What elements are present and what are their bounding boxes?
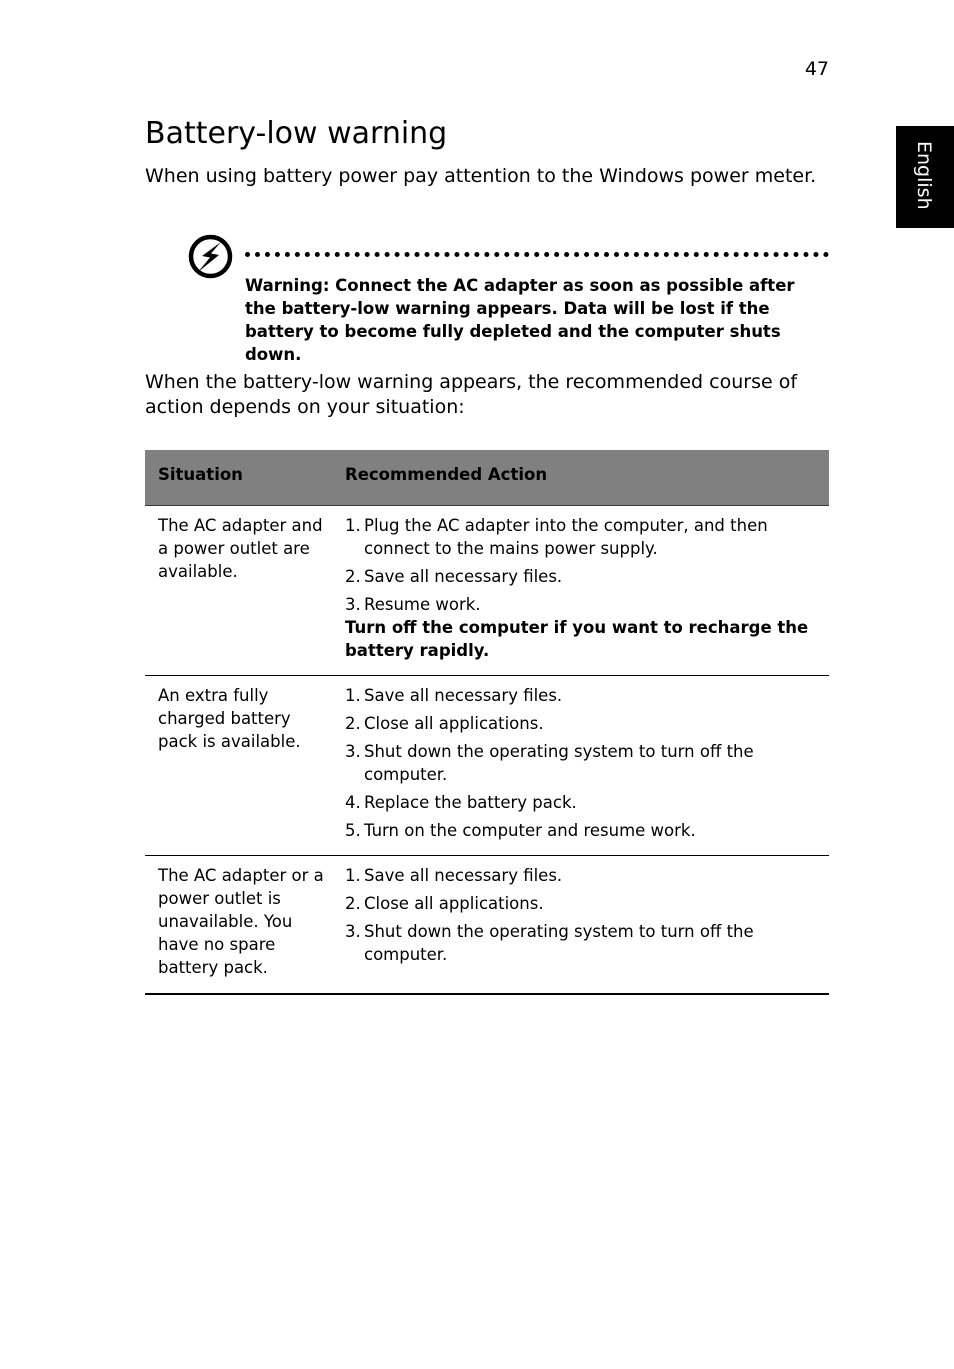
recommendation-table [145, 450, 829, 995]
action-item [345, 864, 825, 887]
warning-dotted-rule [245, 252, 829, 257]
table-row [145, 676, 829, 856]
action-text: Shut down the operating system to turn off the computer. [364, 922, 754, 964]
situation-paragraph: When the battery-low warning appears, the recommended course of action depends on your situation: [145, 371, 798, 418]
warning-text: Warning: Connect the AC adapter as soon as possible after the battery-low warning appears. Data will be lost if the battery to become fully depleted and the computer shuts down. [245, 276, 795, 364]
action-item [345, 819, 825, 842]
page-number: 47 [804, 58, 829, 80]
action-text: Resume work. [364, 595, 481, 614]
action-text: Save all necessary files. [364, 866, 563, 885]
lightning-warning-icon [188, 234, 233, 279]
table-row [145, 856, 829, 995]
action-number: 3. [345, 595, 361, 614]
action-text: Save all necessary files. [364, 567, 563, 586]
situation-cell: The AC adapter or a power outlet is unavailable. You have no spare battery pack. [158, 866, 324, 977]
action-list [345, 864, 825, 971]
action-text: Shut down the operating system to turn off the computer. [364, 742, 754, 784]
action-list [345, 684, 825, 847]
table-header [145, 450, 829, 506]
action-item [345, 920, 825, 966]
action-item [345, 684, 825, 707]
action-item [345, 791, 825, 814]
action-text: Save all necessary files. [364, 686, 563, 705]
action-number: 3. [345, 742, 361, 761]
action-number: 5. [345, 821, 361, 840]
action-text: Turn on the computer and resume work. [364, 821, 696, 840]
action-item [345, 712, 825, 735]
action-item [345, 514, 825, 560]
page-title: Battery-low warning [145, 116, 448, 151]
side-tab-label: English [913, 141, 935, 210]
header-recommended-action: Recommended Action [345, 465, 548, 484]
header-situation: Situation [158, 465, 243, 484]
action-number: 1. [345, 516, 361, 535]
action-item [345, 593, 825, 616]
action-number: 1. [345, 866, 361, 885]
action-item [345, 565, 825, 588]
action-number: 2. [345, 714, 361, 733]
action-number: 2. [345, 567, 361, 586]
table-row [145, 506, 829, 676]
action-number: 3. [345, 922, 361, 941]
intro-paragraph: When using battery power pay attention to the Windows power meter. [145, 165, 817, 187]
situation-cell: An extra fully charged battery pack is available. [158, 686, 301, 751]
action-item [345, 740, 825, 786]
action-text: Close all applications. [364, 894, 544, 913]
action-text: Replace the battery pack. [364, 793, 577, 812]
action-list [345, 514, 825, 616]
action-number: 1. [345, 686, 361, 705]
action-number: 4. [345, 793, 361, 812]
action-text: Plug the AC adapter into the computer, and then connect to the mains power supply. [364, 516, 768, 558]
action-number: 2. [345, 894, 361, 913]
action-item [345, 892, 825, 915]
language-side-tab [896, 126, 954, 228]
action-note: Turn off the computer if you want to recharge the battery rapidly. [345, 618, 809, 660]
action-text: Close all applications. [364, 714, 544, 733]
situation-cell: The AC adapter and a power outlet are available. [158, 516, 323, 581]
